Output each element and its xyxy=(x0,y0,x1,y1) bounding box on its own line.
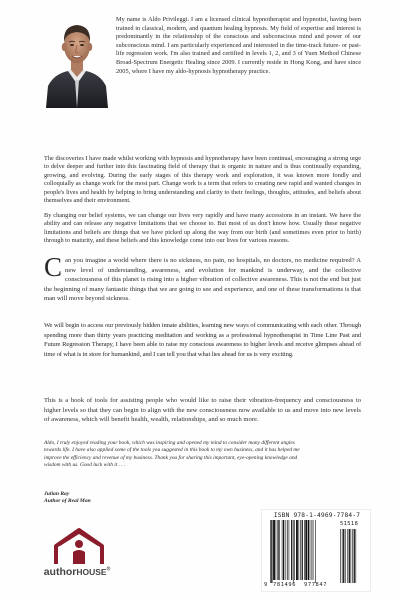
barcode-addon-bar xyxy=(349,529,350,583)
barcode-addon-bar xyxy=(352,529,353,583)
isbn-barcode xyxy=(261,509,371,592)
barcode-bar xyxy=(277,520,278,580)
isbn-label: ISBN 978-1-4969-7784-7 xyxy=(273,512,361,519)
body-paragraph-1: The discoveries I have made whilst working with hypnosis and hypnotherapy have been continual, encouraging a strong urge to delve deeper and further into this fascinating field of therapy that is organic in nature and is thus continually expanding, growing, and evolving. During the early stages of this therapy work and exploration, it was known more fondly and colloquially as change work for the most part. Change work is a term that refers to creating new rapid and wanted changes in people's lives and health by helping to bring understanding and clarity to their feelings, thoughts, attitudes, and beliefs about themselves and their environment. xyxy=(44,155,361,205)
author-bio: My name is Aldo Privileggi. I am a licensed clinical hypnotherapist and hypnotist, having been trained in classical, modern, and quantum healing hypnosis. My field of expertise and interest is predominantly in the relationship of the conscious and subconscious mind and power of our subconscious mind. I am particularly experienced and interested in the time-track future- or past-life regression work. I'm also trained and certified in levels 1, 2, and 3 of Yuen Method Chinese Broad-Spectrum Energetic Healing since 2009. I currently reside in Hong Kong, and have since 2005, where I have my aldo-hypnosis hypnotherapy practice. xyxy=(116,16,361,75)
body-paragraph-3-text: an you imagine a world where there is no sickness, no pain, no hospitals, no doctors, no medicine required? A new level of understanding, awareness, and evolution for mankind is underway, and the collective consciousness of this planet is rising into a higher vibration of collective awareness. This is not the end but just the beginning of many fantastic things that we are going to see and experience, and one of these transformations is that man will move beyond sickness. xyxy=(44,257,361,302)
barcode-bar xyxy=(299,520,300,580)
barcode-addon-bar xyxy=(351,529,352,583)
author-portrait-image xyxy=(44,14,110,108)
barcode-bar xyxy=(315,520,316,583)
barcode-addon-bar xyxy=(343,529,344,583)
barcode-bar xyxy=(283,520,284,580)
barcode-bar xyxy=(279,520,280,580)
barcode-bar xyxy=(312,520,313,580)
barcode-bar xyxy=(310,520,311,580)
barcode-addon-bar xyxy=(354,529,355,583)
endorser-credit xyxy=(44,491,91,505)
barcode-addon-bar xyxy=(342,529,343,583)
body-paragraph-5: This is a book of tools for assisting people who would like to raise their vibration-frequency and consciousness to higher levels so that they can begin to align with the new consciousness now available to us and move into new levels of awareness, which will benefit health, wealth, relationships, and so much more. xyxy=(44,397,361,423)
endorser-role: Author of Real Man xyxy=(44,498,91,504)
registered-mark: ® xyxy=(106,566,111,573)
endorser-name: Julian Ray xyxy=(44,491,70,497)
endorsement-quote: Aldo, I truly enjoyed reading your book, which was inspiring and opened my mind to consider many different angles towards life. I have also applied some of the tools you suggested in this book to my own business, and it has helped me improve the efficiency and revenue of my business. Thank you for sharing this important, eye-opening knowledge and wisdom with us. Good luck with it . . . xyxy=(44,440,300,469)
barcode-right-digits: 977847 xyxy=(304,582,328,588)
body-paragraph-2: By changing our belief systems, we can change our lives very rapidly and have many accessions in an instant. We have the ability and can release any negative limitations that we choose to. But most of us don't know how. Usually these negative limitations and beliefs are things that we have picked up along the way from our birth (and sometimes even prior to birth) through to maturity, and these beliefs and this knowledge come into our lives for various reasons. xyxy=(44,212,361,245)
barcode-bar xyxy=(304,520,305,580)
barcode-bar xyxy=(305,520,307,580)
barcode-bar xyxy=(296,520,298,580)
barcode-bar xyxy=(293,520,294,583)
publisher-logo-author: author xyxy=(43,566,77,578)
barcode-bar xyxy=(308,520,309,580)
barcode-bar xyxy=(273,520,275,580)
body-paragraph-3 xyxy=(44,252,361,304)
barcode-bar xyxy=(286,520,287,580)
barcode-bar xyxy=(270,520,271,583)
barcode-bar xyxy=(282,520,283,580)
publisher-logo-house: HOUSE xyxy=(76,567,107,577)
barcode-bar xyxy=(313,520,314,580)
barcode-addon-digits: 51518 xyxy=(340,521,359,527)
barcode-lead-digit: 9 xyxy=(264,582,268,588)
barcode-bar xyxy=(302,520,303,580)
publisher-logo-text xyxy=(32,566,122,578)
author-photo xyxy=(44,14,110,108)
barcode-left-digits: 781496 xyxy=(273,582,297,588)
barcode-bar xyxy=(289,520,290,580)
barcode-addon-bar xyxy=(356,529,357,583)
barcode-bar xyxy=(271,520,272,583)
barcode-addon-bar xyxy=(340,529,341,583)
barcode-bar xyxy=(276,520,277,580)
body-paragraph-4: We will begin to access our previously hidden innate abilities, learning new ways of communicating with each other. Through spending more than thirty years practicing meditation and working as a professional hypnotherapist in Time Line Past and Future Regression Therapy, I have been able to raise my conscious awareness to higher levels and receive glimpses ahead of time of what is in store for humankind, and I can tell you that what lies ahead for us is very exciting. xyxy=(44,322,361,358)
barcode-bar xyxy=(291,520,292,580)
barcode-bar xyxy=(287,520,288,580)
drop-cap-letter: C xyxy=(44,252,63,282)
barcode-bar xyxy=(294,520,295,580)
barcode-addon-bar xyxy=(345,529,346,583)
barcode-bar xyxy=(300,520,301,580)
barcode-addon-bar xyxy=(347,529,348,583)
